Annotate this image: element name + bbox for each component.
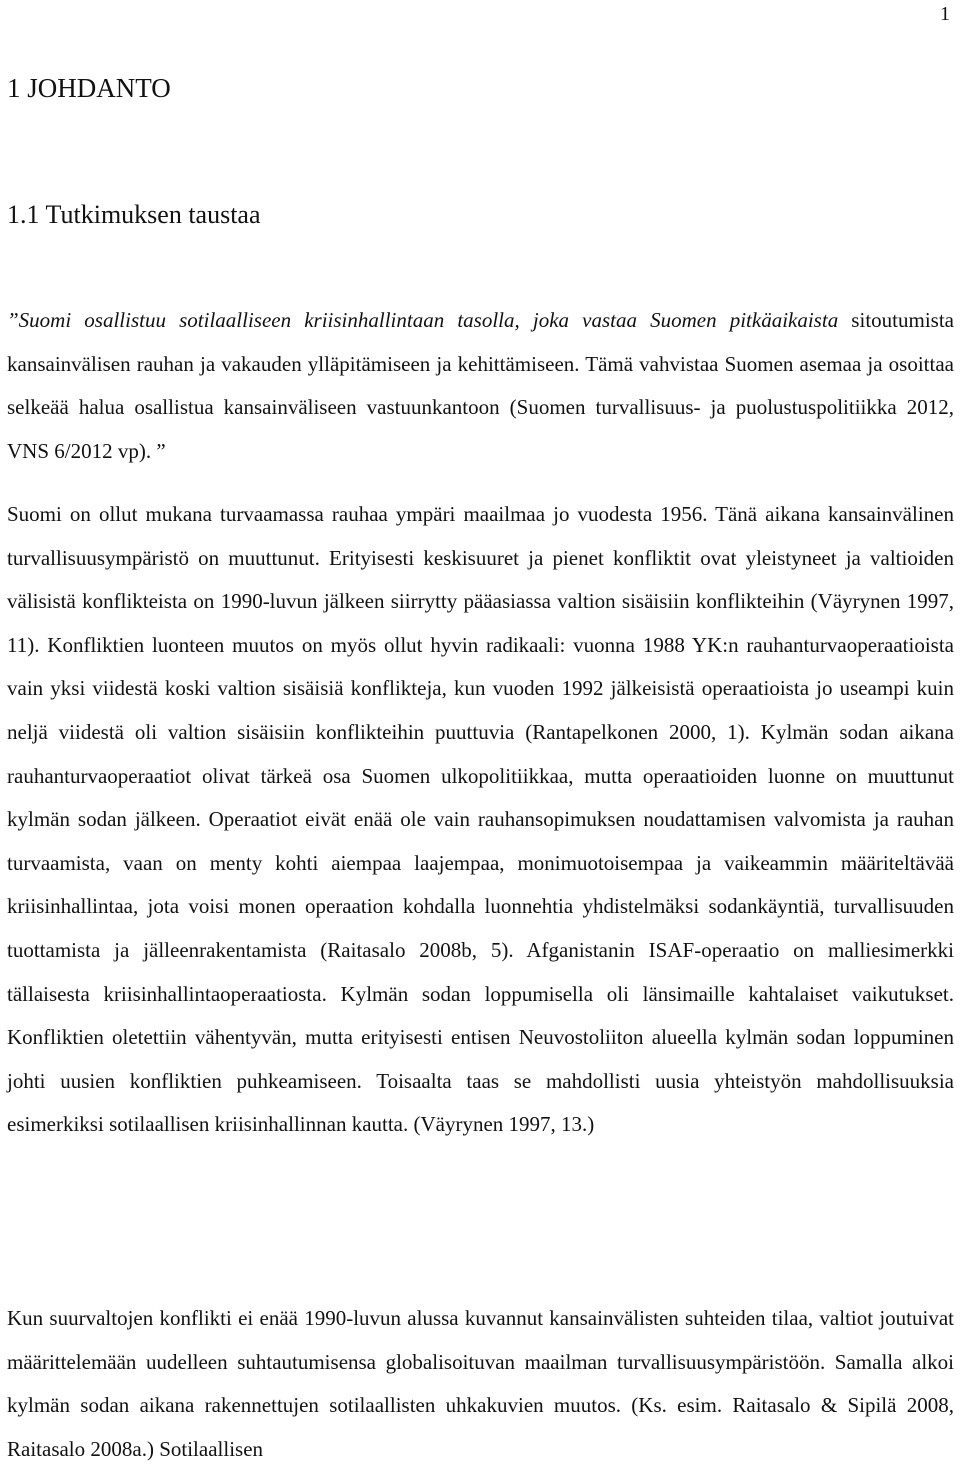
quote-italic-text: ”Suomi osallistuu sotilaalliseen kriisinhallintaan tasolla, joka vastaa Suomen pitkäaikaista	[7, 308, 839, 332]
quote-body-text: sitoutumista kansainvälisen rauhan ja vakauden ylläpitämiseen ja kehittämiseen. Tämä vahvistaa Suomen asemaa ja osoittaa selkeää halua osallistua kansainväliseen vastuunkantoon (Suomen turvallisuus- ja puolustuspolitiikka 2012, VNS 6/2012 vp). ”	[7, 308, 954, 463]
quote-paragraph	[7, 299, 954, 473]
section-heading: 1.1 Tutkimuksen taustaa	[7, 200, 261, 229]
page-number: 1	[940, 3, 950, 25]
body-paragraph: Suomi on ollut mukana turvaamassa rauhaa ympäri maailmaa jo vuodesta 1956. Tänä aikana kansainvälinen turvallisuusympäristö on muuttunut. Erityisesti keskisuuret ja pienet konfliktit ovat yleistyneet ja valtioiden välisistä konflikteista on 1990-luvun jälkeen siirrytty pääasiassa valtion sisäisiin konflikteihin (Väyrynen 1997, 11). Konfliktien luonteen muutos on myös ollut hyvin radikaali: vuonna 1988 YK:n rauhanturvaoperaatioista vain yksi viidestä koski valtion sisäisiä konflikteja, kun vuoden 1992 jälkeisistä operaatioista jo useampi kuin neljä viidestä oli valtion sisäisiin konflikteihin puuttuvia (Rantapelkonen 2000, 1). Kylmän sodan aikana rauhanturvaoperaatiot olivat tärkeä osa Suomen ulkopolitiikkaa, mutta operaatioiden luonne on muuttunut kylmän sodan jälkeen. Operaatiot eivät enää ole vain rauhansopimuksen noudattamisen valvomista ja rauhan turvaamista, vaan on menty kohti aiempaa laajempaa, monimuotoisempaa ja vaikeammin määriteltävää kriisinhallintaa, jota voisi monen operaation kohdalla luonnehtia yhdistelmäksi sodankäyntiä, turvallisuuden tuottamista ja jälleenrakentamista (Raitasalo 2008b, 5). Afganistanin ISAF-operaatio on malliesimerkki tällaisesta kriisinhallintaoperaatiosta. Kylmän sodan loppumisella oli länsimaille kahtalaiset vaikutukset. Konfliktien oletettiin vähentyvän, mutta erityisesti entisen Neuvostoliiton alueella kylmän sodan loppuminen johti uusien konfliktien puhkeamiseen. Toisaalta taas se mahdollisti uusia yhteistyön mahdollisuuksia esimerkiksi sotilaallisen kriisinhallinnan kautta. (Väyrynen 1997, 13.)	[7, 502, 954, 1137]
body-paragraph: Kun suurvaltojen konflikti ei enää 1990-luvun alussa kuvannut kansainvälisten suhteiden tilaa, valtiot joutuivat määrittelemään uudelleen suhtautumisensa globalisoituvan maailman turvallisuusympäristöön. Samalla alkoi kylmän sodan aikana rakennettujen sotilaallisten uhkakuvien muutos. (Ks. esim. Raitasalo & Sipilä 2008, Raitasalo 2008a.) Sotilaallisen	[7, 1306, 954, 1461]
chapter-heading: 1 JOHDANTO	[7, 73, 171, 103]
